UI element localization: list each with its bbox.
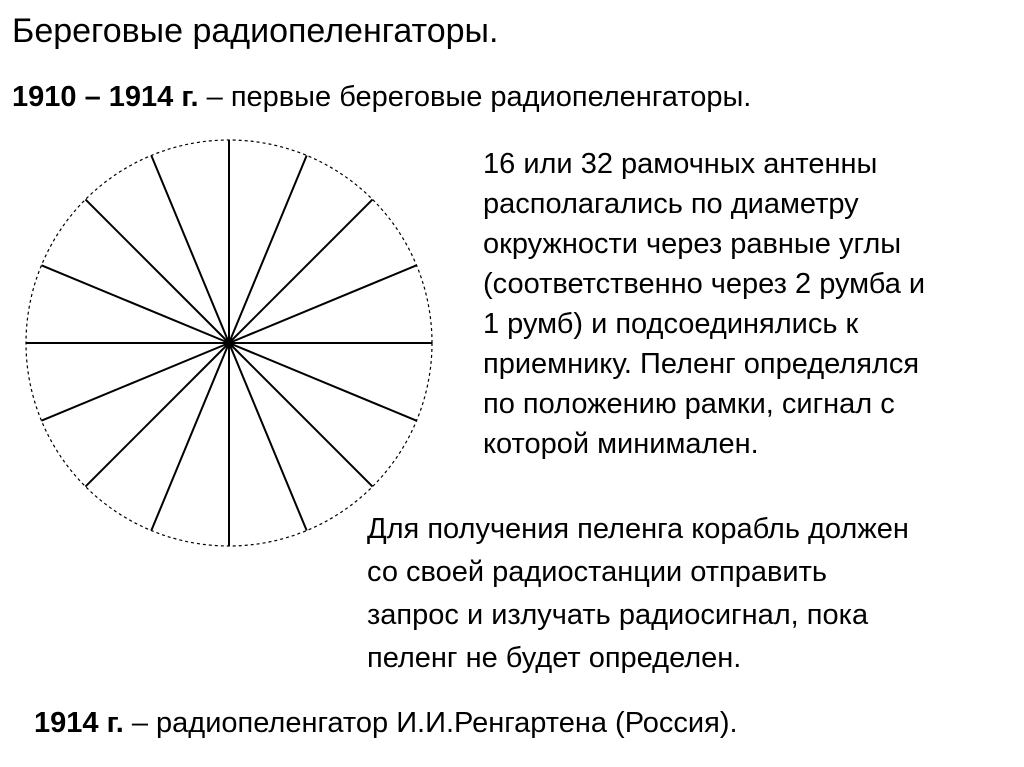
antenna-line-5: 1 румб) и подсоединялись к <box>483 308 859 340</box>
intro-years: 1910 – 1914 г. <box>12 81 199 113</box>
antenna-line-8: которой минимален. <box>483 428 759 460</box>
slide-title: Береговые радиопеленгаторы. <box>12 12 499 50</box>
intro-line <box>12 79 751 115</box>
footer-line <box>34 705 738 741</box>
antenna-line <box>229 199 373 343</box>
antenna-line-2: располагались по диаметру <box>483 188 859 220</box>
footer-year: 1914 г. <box>34 707 124 739</box>
antenna-line-7: по положению рамки, сигнал с <box>483 388 895 420</box>
intro-dash: – <box>198 81 231 113</box>
antenna-line-1: 16 или 32 рамочных антенны <box>483 148 878 180</box>
antenna-circle-diagram <box>20 135 440 555</box>
antenna-line-4: (соответственно через 2 румба и <box>483 268 926 300</box>
intro-text: первые береговые радиопеленгаторы. <box>230 81 752 113</box>
request-line-4: пеленг не будет определен. <box>367 642 742 674</box>
request-line-3: запрос и излучать радиосигнал, пока <box>367 599 869 631</box>
antenna-line <box>229 343 373 487</box>
request-line-2: со своей радиостанции отправить <box>367 556 828 588</box>
antenna-line <box>85 199 229 343</box>
request-line-1: Для получения пеленга корабль должен <box>367 513 909 545</box>
antenna-line-6: приемнику. Пеленг определялся <box>483 348 920 380</box>
bearing-request-description <box>367 508 1017 680</box>
antenna-description <box>483 144 1013 464</box>
center-dot <box>225 339 233 347</box>
antenna-line-3: окружности через равные углы <box>483 228 902 260</box>
footer-text: – радиопеленгатор И.И.Ренгартена (Россия). <box>123 707 738 739</box>
antenna-line <box>85 343 229 487</box>
